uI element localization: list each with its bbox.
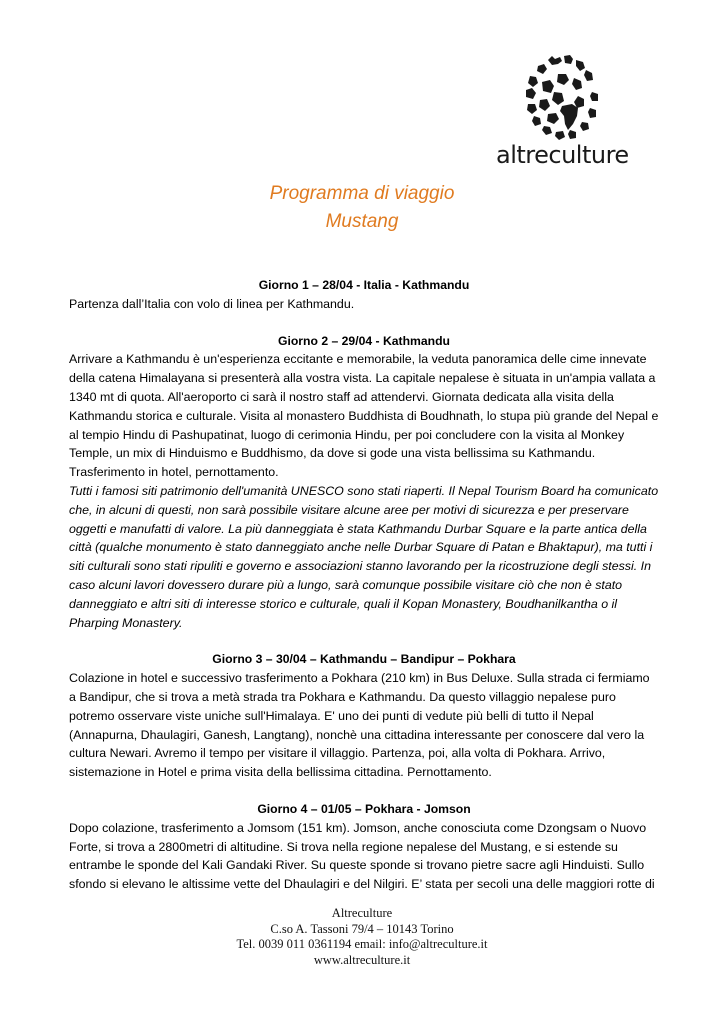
company-logo bbox=[496, 52, 629, 172]
day-1-heading: Giorno 1 – 28/04 - Italia - Kathmandu bbox=[258, 278, 470, 292]
footer-address: C.so A. Tassoni 79/4 – 10143 Torino bbox=[270, 921, 454, 936]
itinerary bbox=[69, 276, 659, 894]
page-footer bbox=[0, 906, 724, 968]
day-3-body: Colazione in hotel e successivo trasferimento a Pokhara (210 km) in Bus Deluxe. Sulla strada ci fermiamo a Bandipur, che si trova a metà strada tra Pokhara e Kathmandu. Da questo villaggio nepalese puro potremo osservare viste uniche sull'Himalaya. E' uno dei punti di vedute più belli di tutto il Nepal (Annapurna, Dhaulagiri, Ganesh, Langtang), nonchè una cittadina interessante per conoscere dal vero la cultura Newari. Avremo il tempo per visitare il villaggio. Partenza, poi, alla volta di Pokhara. Arrivo, sistemazione in Hotel e prima visita della bellissima cittadina. Pernottamento. bbox=[69, 671, 650, 780]
day-3-heading: Giorno 3 – 30/04 – Kathmandu – Bandipur – Pokhara bbox=[212, 652, 516, 667]
title-line-1: Programma di viaggio bbox=[269, 183, 455, 204]
footer-contacts: Tel. 0039 011 0361194 email: info@altreculture.it bbox=[236, 937, 488, 951]
day-2-heading: Giorno 2 – 29/04 - Kathmandu bbox=[277, 333, 451, 348]
globe-animals-emblem-icon bbox=[518, 52, 604, 144]
brand-name: altreculture bbox=[496, 141, 629, 169]
document-title bbox=[0, 180, 724, 236]
footer-company: Altreculture bbox=[331, 906, 393, 920]
day-4-body: Dopo colazione, trasferimento a Jomsom (151 km). Jomson, anche conosciuta come Dzongsam o Nuovo Forte, si trova a 2800metri di altitudine. Si trova nella regione nepalese del Mustang, e si estende su entrambe le sponde del Kali Gandaki River. Su queste sponde si trovano pietre sacre agli Hinduisti. Sullo sfondo si elevano le altissime vette del Dhaulagiri e del Nilgiri. E’ stata per secoli una delle maggiori rotte di bbox=[69, 820, 655, 892]
day-2-unesco-note: Tutti i famosi siti patrimonio dell'umanità UNESCO sono stati riaperti. Il Nepal Tourism Board ha comunicato che, in alcuni di questi, non sarà possibile visitare alcune aree per motivi di sicurezza e per preservare oggetti e manufatti di valore. La più danneggiata è stata Kathmandu Durbar Square e la parte antica della città (qualche monumento è stato danneggiato anche nelle Durbar Square di Patan e Bhaktapur), ma tutti i siti culturali sono stati ripuliti e governo e associazioni stanno lavorando per la ricostruzione degli stessi. In caso alcuni lavori dovessero durare più a lungo, sarà comunque possibile visitare ciò che non è stato danneggiato e altri siti di interesse storico e culturale, quali il Kopan Monastery, Boudhanilkantha o il Pharping Monastery. bbox=[69, 483, 659, 630]
footer-website[interactable]: www.altreculture.it bbox=[313, 952, 411, 967]
day-4-heading: Giorno 4 – 01/05 – Pokhara - Jomson bbox=[257, 801, 471, 816]
day-2-body: Arrivare a Kathmandu è un'esperienza eccitante e memorabile, la veduta panoramica delle cime innevate della catena Himalayana si presenterà alla vostra vista. La capitale nepalese è situata in un'ampia vallata a 1340 mt di quota. All'aeroporto ci sarà il nostro staff ad attendervi. Giornata dedicata alla visita della Kathmandu storica e culturale. Visita al monastero Buddhista di Boudhnath, lo stupa più grande del Nepal e al tempio Hindu di Pashupatinat, luogo di cerimonia Hindu, per poi concludere con la visita al Monkey Temple, un mix di Hinduismo e Buddhismo, da dove si gode una vista bellissima su Kathmandu. Trasferimento in hotel, pernottamento. bbox=[69, 352, 659, 480]
day-1-body: Partenza dall’Italia con volo di linea per Kathmandu. bbox=[69, 296, 355, 311]
title-line-2: Mustang bbox=[325, 211, 399, 232]
